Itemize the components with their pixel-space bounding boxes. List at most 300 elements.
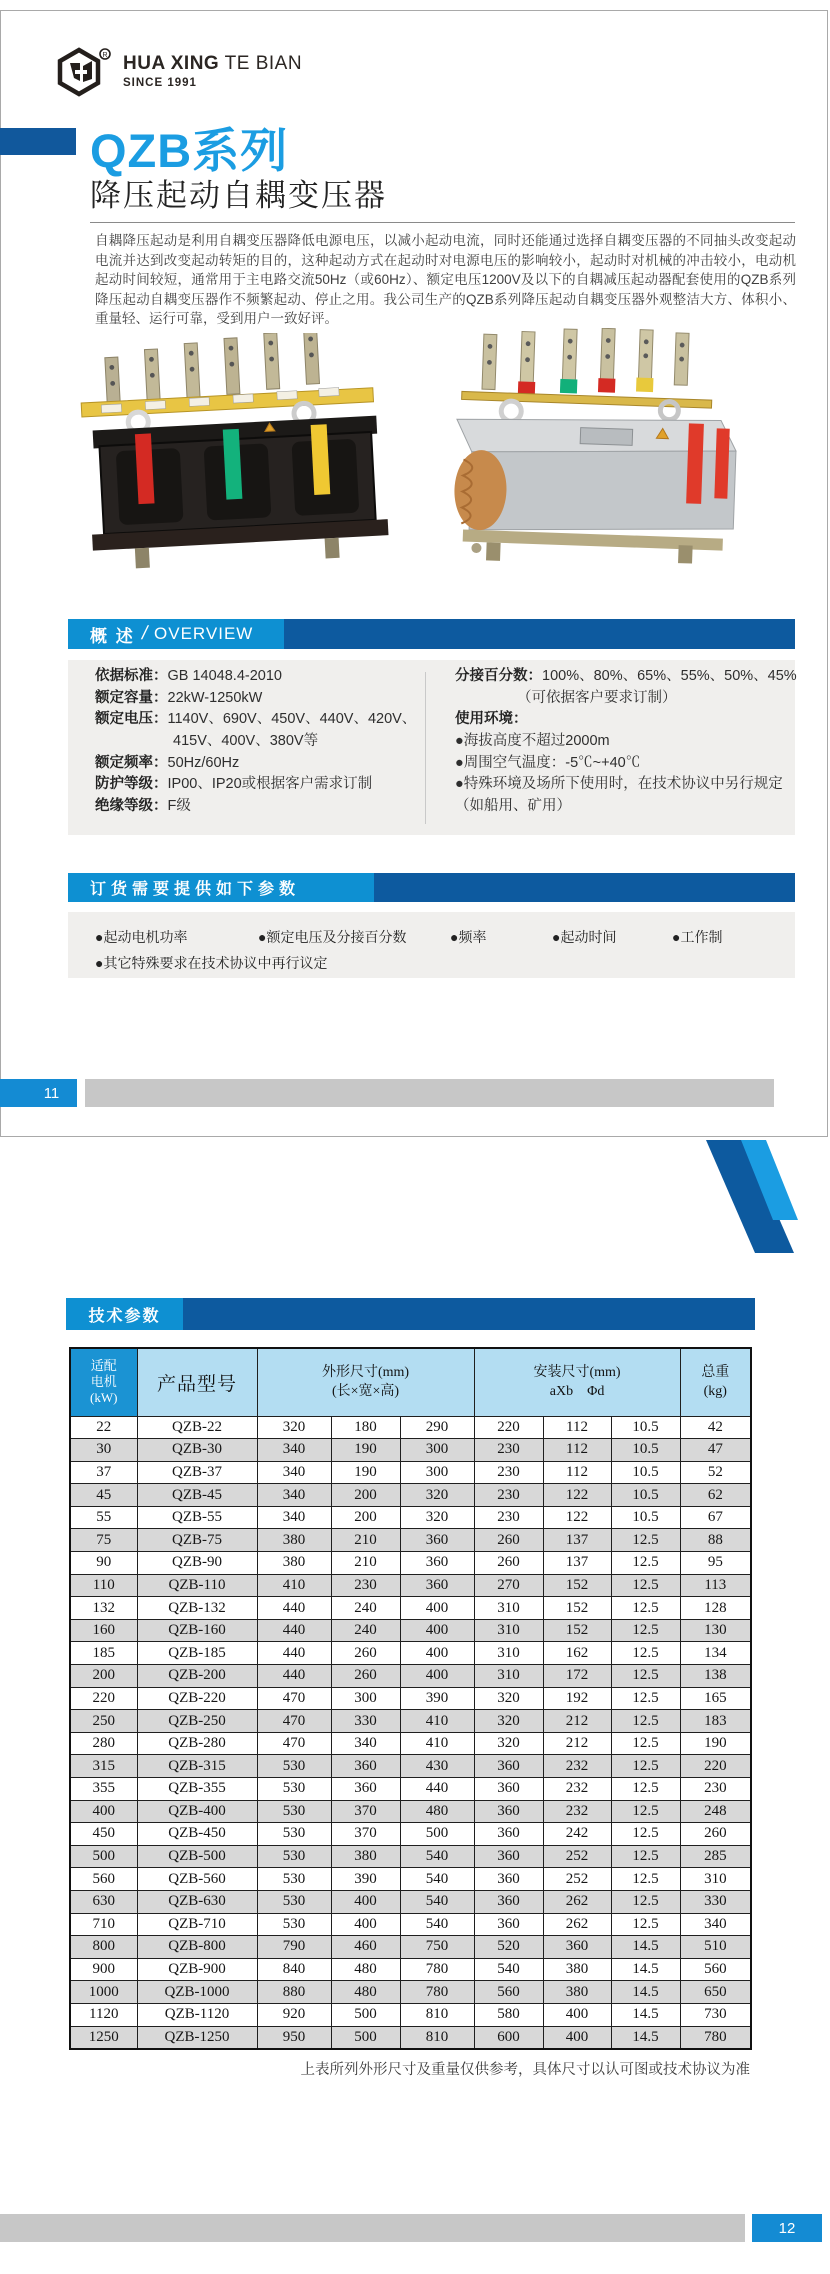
table-cell: 280 xyxy=(70,1732,137,1755)
table-cell: 190 xyxy=(680,1732,751,1755)
brand-name-primary: HUA XING xyxy=(123,53,220,74)
table-cell: 390 xyxy=(331,1868,400,1891)
spec-value: 1140V、690V、450V、440V、420V、 xyxy=(167,711,417,728)
table-cell: 330 xyxy=(680,1890,751,1913)
table-cell: 110 xyxy=(70,1574,137,1597)
table-cell: 380 xyxy=(257,1552,331,1575)
table-cell: 55 xyxy=(70,1506,137,1529)
table-cell: 400 xyxy=(543,2003,611,2026)
spec-line xyxy=(95,796,415,818)
table-cell: 580 xyxy=(474,2003,543,2026)
spec-line xyxy=(95,753,415,775)
table-cell: 172 xyxy=(543,1665,611,1688)
table-cell: 400 xyxy=(331,1913,400,1936)
table-cell: 12.5 xyxy=(611,1732,680,1755)
table-cell: 750 xyxy=(400,1936,474,1959)
brand-logo xyxy=(55,46,355,106)
table-cell: 14.5 xyxy=(611,2026,680,2049)
table-cell: 45 xyxy=(70,1484,137,1507)
table-cell: 240 xyxy=(331,1619,400,1642)
table-cell: 230 xyxy=(474,1506,543,1529)
header-weight: 总重 (kg) xyxy=(680,1348,751,1416)
table-cell: 410 xyxy=(257,1574,331,1597)
order-section-title: 订货需要提供如下参数 xyxy=(68,873,374,902)
table-cell: 480 xyxy=(331,1958,400,1981)
table-row xyxy=(70,1665,751,1688)
table-cell: 450 xyxy=(70,1823,137,1846)
table-cell: 185 xyxy=(70,1642,137,1665)
spec-label: 绝缘等级： xyxy=(95,798,168,815)
spec-label: 依据标准： xyxy=(95,668,168,684)
brand-since: SINCE 1991 xyxy=(123,77,197,89)
table-cell: 12.5 xyxy=(611,1890,680,1913)
table-cell: 10.5 xyxy=(611,1439,680,1462)
table-cell: 37 xyxy=(70,1461,137,1484)
spec-label: 分接百分数： xyxy=(455,668,542,684)
table-cell: QZB-220 xyxy=(137,1687,257,1710)
table-cell: 530 xyxy=(257,1890,331,1913)
table-cell: 12.5 xyxy=(611,1778,680,1801)
spec-line xyxy=(95,666,415,688)
table-cell: 138 xyxy=(680,1665,751,1688)
table-cell: 30 xyxy=(70,1439,137,1462)
table-cell: 52 xyxy=(680,1461,751,1484)
table-cell: 212 xyxy=(543,1732,611,1755)
table-cell: QZB-1120 xyxy=(137,2003,257,2026)
table-cell: 200 xyxy=(331,1484,400,1507)
table-cell: 780 xyxy=(400,1981,474,2004)
order-parameter: ●其它特殊要求在技术协议中再行议定 xyxy=(95,955,328,971)
table-row xyxy=(70,1461,751,1484)
order-parameter: ●起动电机功率 xyxy=(95,929,188,945)
spec-value: ●海拔高度不超过2000m xyxy=(455,733,610,750)
order-parameter: ●起动时间 xyxy=(552,929,617,945)
spec-line xyxy=(455,688,785,710)
table-cell: 12.5 xyxy=(611,1800,680,1823)
table-cell: 320 xyxy=(400,1484,474,1507)
table-row xyxy=(70,1506,751,1529)
table-cell: 560 xyxy=(680,1958,751,1981)
spec-value: ●特殊环境及场所下使用时，在技术协议中另行规定 xyxy=(455,776,783,793)
table-cell: 12.5 xyxy=(611,1529,680,1552)
overview-section-bar xyxy=(68,619,795,649)
table-cell: 192 xyxy=(543,1687,611,1710)
spec-label: 额定电压： xyxy=(95,711,168,728)
table-cell: 560 xyxy=(474,1981,543,2004)
table-cell: 540 xyxy=(400,1890,474,1913)
table-cell: 600 xyxy=(474,2026,543,2049)
table-cell: QZB-75 xyxy=(137,1529,257,1552)
table-cell: 310 xyxy=(474,1597,543,1620)
header-motor-kw: 适配 电机 (kW) xyxy=(70,1348,137,1416)
table-cell: 320 xyxy=(474,1687,543,1710)
table-cell: 360 xyxy=(474,1823,543,1846)
header-mounting: 安装尺寸(mm) aXb Φd xyxy=(474,1348,680,1416)
table-cell: QZB-200 xyxy=(137,1665,257,1688)
table-cell: QZB-560 xyxy=(137,1868,257,1891)
table-cell: 360 xyxy=(474,1913,543,1936)
hexagon-logo-icon xyxy=(55,46,113,104)
table-cell: 500 xyxy=(331,2003,400,2026)
table-row xyxy=(70,1642,751,1665)
table-cell: 310 xyxy=(474,1665,543,1688)
spec-value: IP00、IP20或根据客户需求订制 xyxy=(167,776,373,793)
table-cell: 340 xyxy=(257,1439,331,1462)
table-cell: 440 xyxy=(257,1642,331,1665)
table-cell: 12.5 xyxy=(611,1823,680,1846)
table-cell: QZB-30 xyxy=(137,1439,257,1462)
spec-value: （如船用、矿用） xyxy=(455,798,571,815)
table-cell: 360 xyxy=(400,1529,474,1552)
tech-table-body xyxy=(70,1416,751,2049)
table-row xyxy=(70,1936,751,1959)
table-cell: 360 xyxy=(331,1778,400,1801)
table-row xyxy=(70,1597,751,1620)
table-row xyxy=(70,1529,751,1552)
table-cell: 122 xyxy=(543,1484,611,1507)
table-cell: 315 xyxy=(70,1755,137,1778)
table-cell: 320 xyxy=(474,1732,543,1755)
table-cell: 530 xyxy=(257,1845,331,1868)
table-row xyxy=(70,1710,751,1733)
table-cell: 530 xyxy=(257,1868,331,1891)
table-cell: 340 xyxy=(680,1913,751,1936)
spec-label: 防护等级： xyxy=(95,776,168,793)
table-row xyxy=(70,1416,751,1439)
table-cell: 540 xyxy=(474,1958,543,1981)
spec-line xyxy=(95,688,415,710)
table-cell: 130 xyxy=(680,1619,751,1642)
spec-label: 额定频率： xyxy=(95,754,168,771)
table-cell: 440 xyxy=(257,1665,331,1688)
table-cell: QZB-250 xyxy=(137,1710,257,1733)
table-cell: 340 xyxy=(331,1732,400,1755)
table-cell: 260 xyxy=(474,1529,543,1552)
table-cell: 260 xyxy=(680,1823,751,1846)
order-parameter: ●频率 xyxy=(450,929,487,945)
table-row xyxy=(70,2003,751,2026)
table-cell: 300 xyxy=(400,1461,474,1484)
table-cell: 360 xyxy=(400,1552,474,1575)
table-cell: 240 xyxy=(331,1597,400,1620)
spec-line xyxy=(95,774,415,796)
table-cell: 113 xyxy=(680,1574,751,1597)
table-row xyxy=(70,1619,751,1642)
table-cell: 360 xyxy=(543,1936,611,1959)
table-cell: 290 xyxy=(400,1416,474,1439)
table-cell: 248 xyxy=(680,1800,751,1823)
table-cell: 360 xyxy=(474,1890,543,1913)
table-cell: QZB-500 xyxy=(137,1845,257,1868)
table-cell: 530 xyxy=(257,1755,331,1778)
tech-section-bar xyxy=(66,1298,755,1330)
table-cell: 10.5 xyxy=(611,1461,680,1484)
table-cell: 112 xyxy=(543,1439,611,1462)
table-cell: 230 xyxy=(331,1574,400,1597)
table-cell: 430 xyxy=(400,1755,474,1778)
table-cell: 880 xyxy=(257,1981,331,2004)
table-cell: 14.5 xyxy=(611,1981,680,2004)
table-cell: 260 xyxy=(331,1642,400,1665)
table-cell: 710 xyxy=(70,1913,137,1936)
table-cell: 410 xyxy=(400,1710,474,1733)
spec-line xyxy=(455,731,785,753)
table-cell: 200 xyxy=(70,1665,137,1688)
table-cell: 480 xyxy=(400,1800,474,1823)
overview-left-column xyxy=(95,666,415,818)
table-cell: 232 xyxy=(543,1800,611,1823)
table-row xyxy=(70,1823,751,1846)
table-cell: 470 xyxy=(257,1710,331,1733)
spec-line xyxy=(455,753,785,775)
spec-line xyxy=(95,709,415,731)
table-cell: 310 xyxy=(474,1642,543,1665)
table-cell: 230 xyxy=(680,1778,751,1801)
table-cell: 370 xyxy=(331,1800,400,1823)
page-number-11-bar xyxy=(85,1079,774,1107)
table-cell: 12.5 xyxy=(611,1642,680,1665)
order-section-bar xyxy=(68,873,795,902)
table-cell: QZB-630 xyxy=(137,1890,257,1913)
table-cell: 132 xyxy=(70,1597,137,1620)
order-parameter: ●额定电压及分接百分数 xyxy=(258,929,407,945)
spec-label: 使用环境： xyxy=(455,711,528,728)
table-cell: 480 xyxy=(331,1981,400,2004)
table-cell: QZB-160 xyxy=(137,1619,257,1642)
table-cell: 260 xyxy=(474,1552,543,1575)
table-cell: 810 xyxy=(400,2026,474,2049)
table-cell: QZB-800 xyxy=(137,1936,257,1959)
table-row xyxy=(70,1868,751,1891)
overview-title-en: OVERVIEW xyxy=(154,624,254,643)
table-cell: 152 xyxy=(543,1597,611,1620)
overview-section-title xyxy=(68,619,284,649)
table-cell: QZB-90 xyxy=(137,1552,257,1575)
table-cell: 540 xyxy=(400,1845,474,1868)
table-cell: 340 xyxy=(257,1506,331,1529)
table-cell: 340 xyxy=(257,1484,331,1507)
table-row xyxy=(70,2026,751,2049)
table-cell: 10.5 xyxy=(611,1506,680,1529)
table-cell: 1250 xyxy=(70,2026,137,2049)
table-cell: 1120 xyxy=(70,2003,137,2026)
table-row xyxy=(70,1800,751,1823)
table-cell: 12.5 xyxy=(611,1755,680,1778)
table-cell: QZB-355 xyxy=(137,1778,257,1801)
table-cell: 134 xyxy=(680,1642,751,1665)
table-cell: QZB-110 xyxy=(137,1574,257,1597)
table-cell: 210 xyxy=(331,1529,400,1552)
table-cell: QZB-22 xyxy=(137,1416,257,1439)
table-cell: 160 xyxy=(70,1619,137,1642)
table-cell: QZB-37 xyxy=(137,1461,257,1484)
table-cell: 340 xyxy=(257,1461,331,1484)
table-cell: 730 xyxy=(680,2003,751,2026)
series-subtitle: 降压起动自耦变压器 xyxy=(90,178,387,213)
spec-value: 100%、80%、65%、55%、50%、45% xyxy=(542,668,797,684)
table-cell: 320 xyxy=(474,1710,543,1733)
table-cell: 360 xyxy=(474,1778,543,1801)
table-cell: 95 xyxy=(680,1552,751,1575)
table-cell: 285 xyxy=(680,1845,751,1868)
table-cell: 10.5 xyxy=(611,1416,680,1439)
table-cell: 360 xyxy=(474,1755,543,1778)
table-cell: 1000 xyxy=(70,1981,137,2004)
table-cell: 470 xyxy=(257,1732,331,1755)
table-cell: 360 xyxy=(331,1755,400,1778)
page-number-12: 12 xyxy=(752,2214,822,2242)
table-row xyxy=(70,1574,751,1597)
table-cell: 400 xyxy=(400,1619,474,1642)
table-cell: 370 xyxy=(331,1823,400,1846)
table-row xyxy=(70,1913,751,1936)
table-cell: 380 xyxy=(543,1958,611,1981)
table-cell: 12.5 xyxy=(611,1845,680,1868)
table-cell: 540 xyxy=(400,1913,474,1936)
table-cell: 270 xyxy=(474,1574,543,1597)
table-row xyxy=(70,1778,751,1801)
table-cell: 220 xyxy=(680,1755,751,1778)
table-cell: 650 xyxy=(680,1981,751,2004)
table-row xyxy=(70,1687,751,1710)
table-cell: 380 xyxy=(257,1529,331,1552)
page-number-12-bar xyxy=(0,2214,745,2242)
table-cell: 128 xyxy=(680,1597,751,1620)
spec-value: ●周围空气温度：-5℃~+40℃ xyxy=(455,754,641,771)
table-cell: 530 xyxy=(257,1778,331,1801)
table-cell: 262 xyxy=(543,1913,611,1936)
table-cell: 355 xyxy=(70,1778,137,1801)
table-cell: 47 xyxy=(680,1439,751,1462)
table-cell: QZB-185 xyxy=(137,1642,257,1665)
table-cell: 400 xyxy=(400,1642,474,1665)
table-cell: 260 xyxy=(331,1665,400,1688)
table-cell: 400 xyxy=(400,1597,474,1620)
table-cell: 137 xyxy=(543,1529,611,1552)
table-row xyxy=(70,1552,751,1575)
table-cell: 510 xyxy=(680,1936,751,1959)
header-dimensions: 外形尺寸(mm) (长×宽×高) xyxy=(257,1348,474,1416)
table-cell: 400 xyxy=(70,1800,137,1823)
table-cell: 410 xyxy=(400,1732,474,1755)
table-cell: 262 xyxy=(543,1890,611,1913)
intro-paragraph: 自耦降压起动是利用自耦变压器降低电源电压，以减小起动电流，同时还能通过选择自耦变压器的不同抽头改变起动电流并达到改变起动转矩的目的，这种起动方式在起动时对电源电压的影响较小，起动时对机械的冲击较小，电动机起动时间较短，通常用于主电路交流50Hz（或60Hz）、额定电压1200V及以下的自耦减压起动器配套使用的QZB系列降压起动自耦变压器作不频繁起动、停止之用。我公司生产的QZB系列降压起动自耦变压器外观整洁大方、体积小、重量轻、运行可靠，受到用户一致好评。 xyxy=(95,233,796,326)
table-cell: QZB-280 xyxy=(137,1732,257,1755)
table-cell: 12.5 xyxy=(611,1619,680,1642)
table-cell: QZB-900 xyxy=(137,1958,257,1981)
table-cell: 242 xyxy=(543,1823,611,1846)
spec-value: F级 xyxy=(167,798,191,815)
table-cell: 12.5 xyxy=(611,1665,680,1688)
table-cell: 12.5 xyxy=(611,1687,680,1710)
table-cell: 390 xyxy=(400,1687,474,1710)
table-cell: 780 xyxy=(680,2026,751,2049)
table-cell: 400 xyxy=(400,1665,474,1688)
table-cell: 300 xyxy=(331,1687,400,1710)
table-cell: QZB-1250 xyxy=(137,2026,257,2049)
table-cell: 470 xyxy=(257,1687,331,1710)
table-cell: 380 xyxy=(543,1981,611,2004)
table-cell: 42 xyxy=(680,1416,751,1439)
tech-parameters-table xyxy=(69,1347,752,2050)
overview-title-slash: / xyxy=(139,623,150,644)
table-cell: QZB-450 xyxy=(137,1823,257,1846)
table-cell: QZB-400 xyxy=(137,1800,257,1823)
corner-ribbons xyxy=(0,1140,830,1260)
table-cell: 320 xyxy=(400,1506,474,1529)
table-cell: 90 xyxy=(70,1552,137,1575)
table-footnote: 上表所列外形尺寸及重量仅供参考，具体尺寸以认可图或技术协议为准 xyxy=(300,2062,750,2078)
table-cell: 230 xyxy=(474,1461,543,1484)
table-cell: 190 xyxy=(331,1461,400,1484)
table-cell: 12.5 xyxy=(611,1868,680,1891)
table-cell: 152 xyxy=(543,1619,611,1642)
table-row xyxy=(70,1732,751,1755)
table-cell: 12.5 xyxy=(611,1574,680,1597)
table-cell: 232 xyxy=(543,1755,611,1778)
table-cell: 122 xyxy=(543,1506,611,1529)
table-cell: 232 xyxy=(543,1778,611,1801)
table-cell: 360 xyxy=(400,1574,474,1597)
table-cell: 200 xyxy=(331,1506,400,1529)
table-cell: QZB-1000 xyxy=(137,1981,257,2004)
table-cell: 440 xyxy=(257,1597,331,1620)
table-cell: 500 xyxy=(331,2026,400,2049)
table-cell: 252 xyxy=(543,1845,611,1868)
table-cell: 780 xyxy=(400,1958,474,1981)
overview-title-cn: 概 述 xyxy=(90,626,135,646)
table-cell: QZB-315 xyxy=(137,1755,257,1778)
table-cell: 320 xyxy=(257,1416,331,1439)
table-cell: 440 xyxy=(257,1619,331,1642)
table-cell: 500 xyxy=(400,1823,474,1846)
table-cell: 520 xyxy=(474,1936,543,1959)
table-cell: 540 xyxy=(400,1868,474,1891)
registered-mark: R xyxy=(102,52,108,59)
order-panel xyxy=(68,912,795,978)
table-header-row xyxy=(70,1348,751,1416)
table-cell: 137 xyxy=(543,1552,611,1575)
spec-line xyxy=(455,774,785,796)
table-cell: 460 xyxy=(331,1936,400,1959)
table-cell: 300 xyxy=(400,1439,474,1462)
table-cell: 360 xyxy=(474,1845,543,1868)
table-cell: 12.5 xyxy=(611,1710,680,1733)
table-cell: QZB-132 xyxy=(137,1597,257,1620)
tech-section-title: 技术参数 xyxy=(66,1298,183,1330)
spec-value: GB 14048.4-2010 xyxy=(167,668,282,684)
spec-value: 22kW-1250kW xyxy=(167,689,263,706)
series-title: QZB系列 xyxy=(90,124,289,177)
table-cell: 14.5 xyxy=(611,2003,680,2026)
table-cell: 67 xyxy=(680,1506,751,1529)
table-cell: 252 xyxy=(543,1868,611,1891)
table-cell: 330 xyxy=(331,1710,400,1733)
overview-column-divider xyxy=(425,672,426,824)
table-cell: 900 xyxy=(70,1958,137,1981)
table-row xyxy=(70,1890,751,1913)
table-row xyxy=(70,1845,751,1868)
table-cell: 62 xyxy=(680,1484,751,1507)
table-row xyxy=(70,1958,751,1981)
table-cell: QZB-710 xyxy=(137,1913,257,1936)
table-cell: 212 xyxy=(543,1710,611,1733)
brand-text xyxy=(123,46,302,90)
spec-value: 415V、400V、380V等 xyxy=(173,733,319,750)
table-row xyxy=(70,1439,751,1462)
table-cell: 14.5 xyxy=(611,1958,680,1981)
title-accent-bar xyxy=(0,128,76,155)
